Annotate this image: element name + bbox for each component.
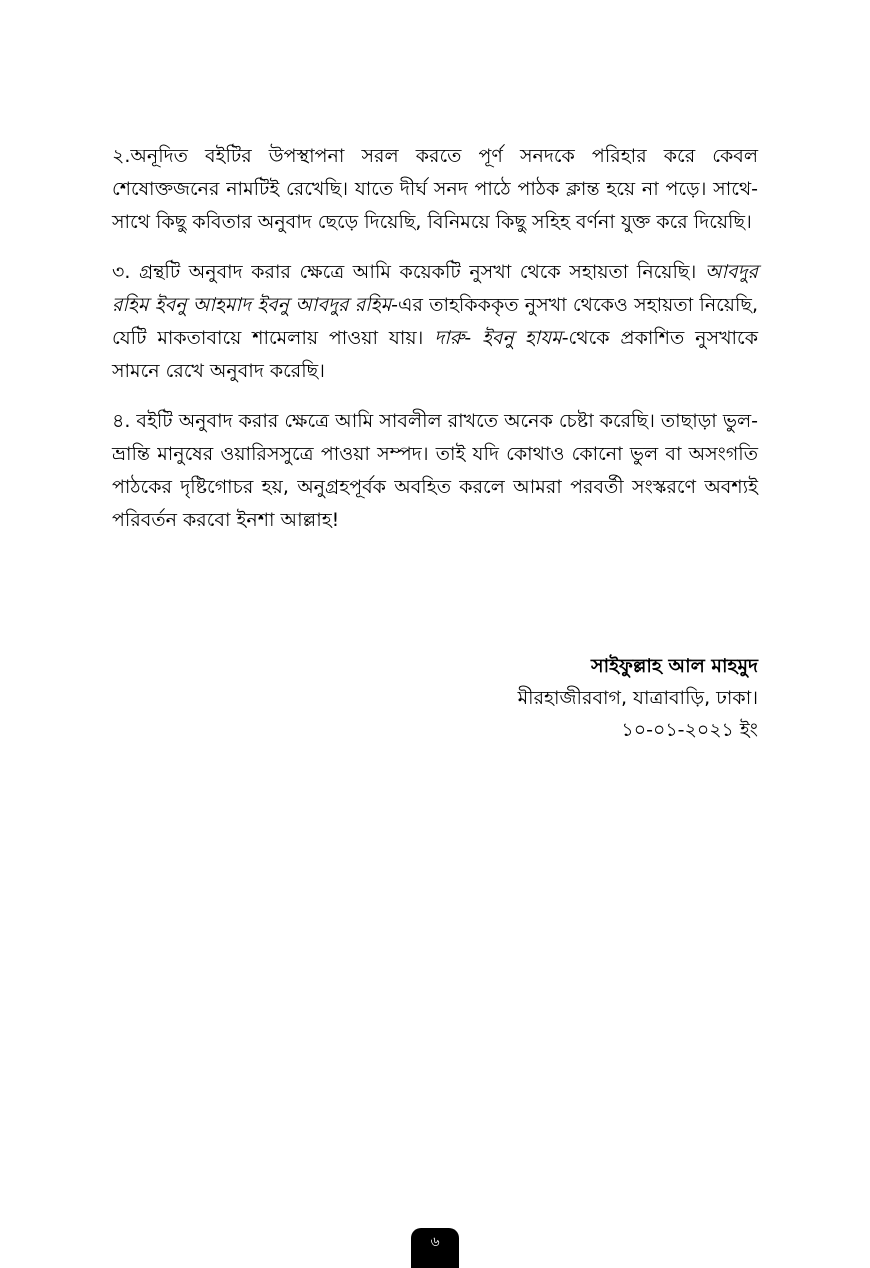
- signature-block: [518, 650, 758, 746]
- paragraph-3-text-a: ৩. গ্রন্থটি অনুবাদ করার ক্ষেত্রে আমি কয়েকটি নুসখা থেকে সহায়তা নিয়েছি।: [112, 261, 705, 283]
- paragraph-3-text-b: -এর তাহকিককৃত নুসখা থেকেও সহায়তা নিয়েছি, যেটি মাকতাবায়ে শামেলায় পাওয়া যায়।: [112, 294, 758, 349]
- page-number: ৬: [411, 1228, 459, 1268]
- paragraph-4: ৪. বইটি অনুবাদ করার ক্ষেত্রে আমি সাবলীল রাখতে অনেক চেষ্টা করেছি। তাছাড়া ভুল-ভ্রান্তি মানুষের ওয়ারিসসুত্রে পাওয়া সম্পদ। তাই যদি কোথাও কোনো ভুল বা অসংগতি পাঠকের দৃষ্টিগোচর হয়, অনুগ্রহপূর্বক অবহিত করলে আমরা পরবর্তী সংস্করণে অবশ্যই পরিবর্তন করবো ইনশা আল্লাহ!: [112, 410, 758, 531]
- paragraph-2: ২.অনূদিত বইটির উপস্থাপনা সরল করতে পূর্ণ সনদকে পরিহার করে কেবল শেষোক্তজনের নামটিই রেখেছি। যাতে দীর্ঘ সনদ পাঠে পাঠক ক্লান্ত হয়ে না পড়ে। সাথে-সাথে কিছু কবিতার অনুবাদ ছেড়ে দিয়েছি, বিনিময়ে কিছু সহিহ বর্ণনা যুক্ত করে দিয়েছি।: [112, 145, 758, 233]
- paragraph-3: [112, 256, 758, 388]
- author-name: সাইফুল্লাহ আল মাহমুদ: [591, 655, 758, 677]
- paragraph-3-italic-publisher: দারু- ইবনু হাযম: [434, 327, 562, 349]
- body-text: [112, 140, 758, 554]
- paragraph-3-italic-name: আবদুর রহিম ইবনু আহমাদ ইবনু আবদুর রহিম: [112, 261, 758, 316]
- signature-date: ১০-০১-২০২১ ইং: [621, 719, 758, 741]
- paragraph-3-text-c: -থেকে প্রকাশিত নুসখাকে সামনে রেখে অনুবাদ করেছি।: [112, 327, 758, 382]
- author-address: মীরহাজীরবাগ, যাত্রাবাড়ি, ঢাকা।: [517, 687, 758, 709]
